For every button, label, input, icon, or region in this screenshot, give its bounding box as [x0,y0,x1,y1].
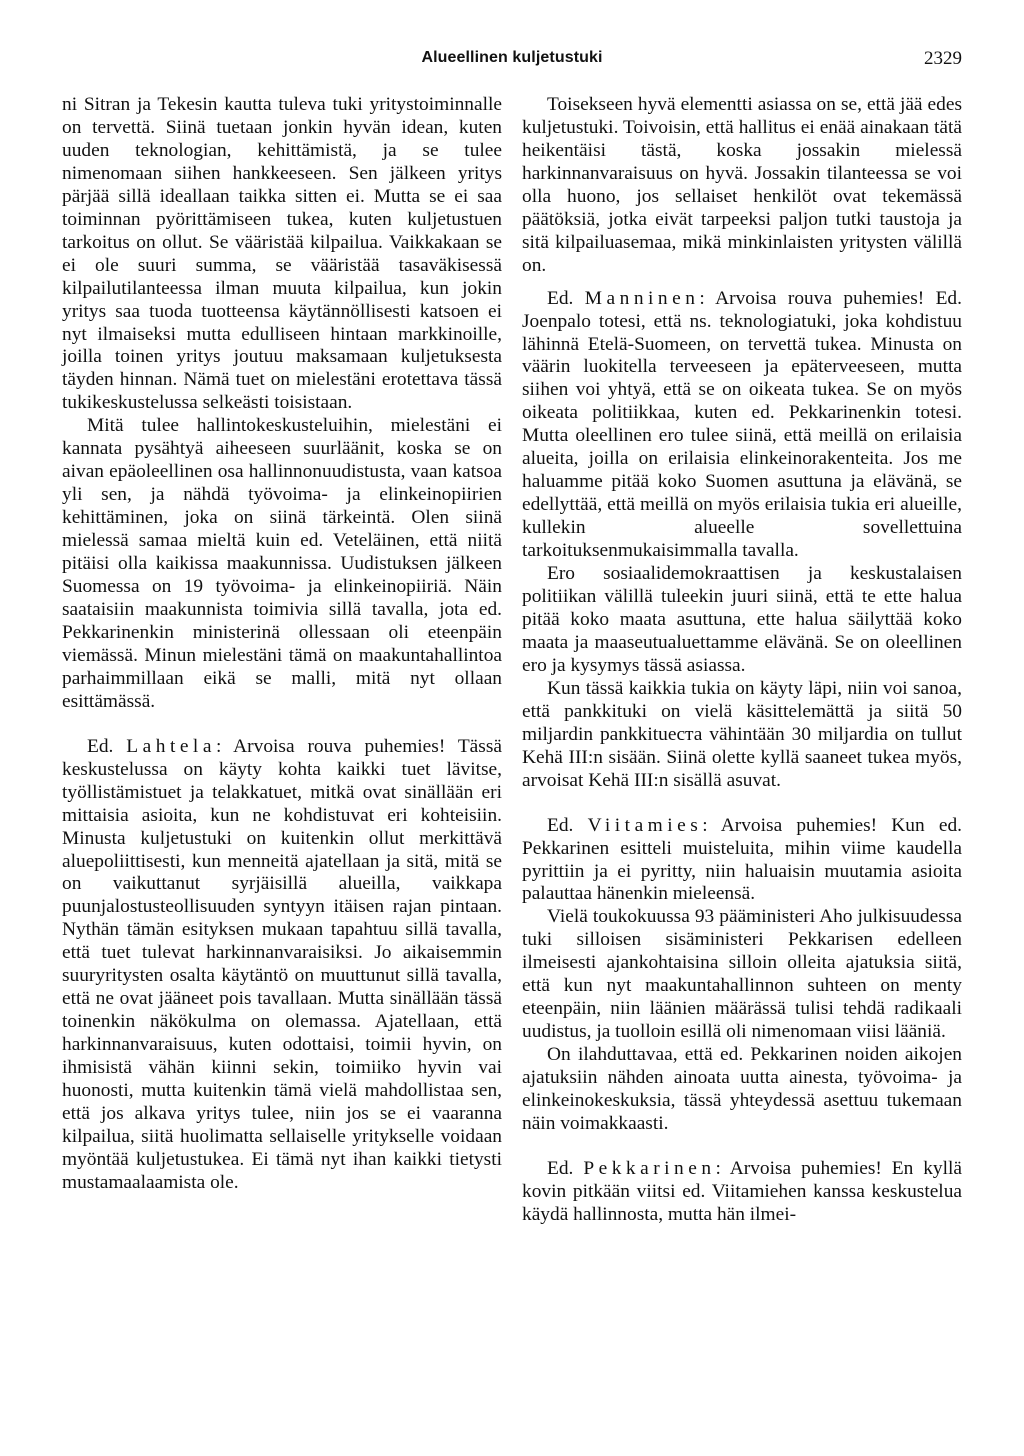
paragraph: Ero sosiaalidemokraattisen ja keskustalaisen politiikan välillä tuleekin juuri siinä, että te ette halua pitää koko maata asuttuna, ette halua säilyttää koko maata ja maaseutualuettamme elävänä. Se on oleellinen ero ja kysymys tässä asiassa. [522,563,962,676]
speaker-prefix: Ed. [87,735,127,757]
paragraph: Vielä toukokuussa 93 pääministeri Aho julkisuudessa tuki silloisen sisäministeri Pekkarisen edelleen ilmeisesti ajankohtaisina silloin olleita ajatuksia siitä, että kun nyt maakuntahallinnon suhteen on menty eteenpäin, niin läänien määrässä tulisi tehdä radikaali uudistus, ja tuolloin esillä oli nimenomaan viisi lääniä. [522,906,962,1043]
paragraph: Mitä tulee hallintokeskusteluihin, mielestäni ei kannata pysähtyä aiheeseen suurläänit, koska se on aivan epäoleellinen osa hallinnonuudistusta, vaan katsoa yli sen, ja nähdä työvoima- ja elinkeinopiirien kehittäminen, joka on siinä tärkeintä. Olen siinä mielessä samaa mieltä kuin ed. Veteläinen, että niitä pitäisi olla kaikissa maakunnissa. Uudistuksen jälkeen Suomessa on 19 työvoima- ja elinkeinopiiriä. Näin saataisiin maakunnista toimivia sillä tavalla, jota ed. Pekkarinenkin ministerinä ollessaan oli eteenpäin viemässä. Minun mielestäni tämä on maakuntahallintoa parhaimmillaan eikä se malli, mitä nyt ollaan esittämässä. [62,415,502,712]
paragraph: ni Sitran ja Tekesin kautta tuleva tuki yritystoiminnalle on tervettä. Siinä tuetaan jonkin hyvän idean, kuten uuden teknologian, kehittämistä, ja se tulee nimenomaan siihen hankkeeseen. Sen jälkeen yritys pärjää sillä ideallaan taikka sitten ei. Mutta se ei saa toiminnan pyörittämiseen tukea, kuten kuljetustuen tarkoitus on ollut. Se vääristää kilpailua. Vaikkakaan se ei ole suuri summa, se vääristää tasaväkisessä kilpailutilanteessa ilman muuta kilpailua, kun jokin yritys saa tuoda tuotteensa käytännöllisesti katsoen ei nyt ilmaiseksi mutta edulliseen hintaan markkinoille, joilla toinen yritys joutuu maksamaan kuljetuksesta täyden hinnan. Nämä tuet on mielestäni erotettava tässä tukikeskustelussa selkeästi toisistaan. [62,94,502,414]
speech-text: : Arvoisa rouva puhemies! Ed. Joenpalo totesi, että ns. teknologiatuki, joka kohdistuu lähinnä Etelä-Suomeen, on tervettä tukea. Minusta on väärin luokitella terveeseen ja epäterveeseen, mutta siihen voi yhtyä, että se on oikeata tukea. Se on myös oikeata politiikkaa, kuten ed. Pekkarinenkin totesi. Mutta oleellinen ero tulee siinä, että meillä on erilaisia alueita, joilla on erilaisia elinkeinorakenteita. Jos me haluamme pitää koko Suomen asuttuna ja elävänä, se edellyttää, että meillä on myös erilaisia tukia eri alueille, kullekin alueelle sovellettuina tarkoituksenmukaisimmalla tavalla. [522,287,962,562]
right-column [522,94,962,1227]
speech-text: : Arvoisa puhemies! Kun ed. Pekkarinen esitteli muisteluita, mihin viime kaudella pyrittiin ja ei pyritty, niin haluaisin muutamia asioita palauttaa hänenkin mieleensä. [522,814,962,905]
speaker-prefix: Ed. [547,1157,584,1179]
speaker-prefix: Ed. [547,287,585,309]
speech-text: : Arvoisa rouva puhemies! Tässä keskustelussa on käyty kohta kaikki tuet lävitse, työllistämistuet ja telakkatuet, mitkä ovat sinällään eri mittaisia asioita, kun ne kohdistuvat eri kohteisiin. Minusta kuljetustuki on kuitenkin ollut merkittävä aluepoliittisesti, kun menneitä ajatellaan ja sitä, mitä se on vaikuttanut syrjäisillä alueilla, vaikkapa puunjalostusteollisuuden syntyyn itäisen rajan pintaan. Nythän tämän esityksen mukaan tapahtuu sillä tavalla, että tuet tulevat harkinnanvaraisiksi. Jo aikaisemmin suuryritysten osalta käytäntö on muuttunut sillä tavalla, että ne ovat jääneet pois tavallaan. Mutta sinällään tässä toinenkin näkökulma on olemassa. Ajatellaan, että harkinnanvaraisuus, kuten odottaisi, toimii hyvin, on ihmisistä vähän kiinni sekin, toimiiko hyvin vai huonosti, mutta kuitenkin tämä vielä mahdollistaa sen, että jos alkava yritys tulee, niin jos se ei vaaranna kilpailua, siitä huolimatta sellaiselle yritykselle voidaan myöntää kuljetustukea. Ei tämä nyt ihan kaikki tietysti mustamaalaamista ole. [62,735,502,1193]
speaker-prefix: Ed. [547,814,588,836]
speaker-name: Lahtela [126,735,216,757]
speaker-name: Manninen [584,287,700,309]
speaker-name: Viitamies [587,814,703,836]
speech-paragraph [62,736,502,1195]
running-header [62,49,962,73]
speech-paragraph [522,288,962,563]
left-column [62,94,502,1195]
speech-paragraph [522,815,962,907]
section-title: Alueellinen kuljetustuki [421,49,603,66]
page-number: 2329 [924,48,962,69]
speech-paragraph [522,1158,962,1227]
speaker-name: Pekkarinen [583,1157,716,1179]
speech-text: : Arvoisa puhemies! En kyllä kovin pitkään viitsi ed. Viitamiehen kanssa keskustelua käydä hallinnosta, mutta hän ilmei- [522,1157,962,1225]
paragraph: Kun tässä kaikkia tukia on käyty läpi, niin voi sanoa, että pankkituki on vielä käsittelemättä ja siitä 50 miljardin pankkitueста vähintään 30 miljardia on tullut Kehä III:n sisään. Siinä olette kyllä saaneet tukea myös, arvoisat Kehä III:n sisällä asuvat. [522,677,962,791]
paragraph: Toisekseen hyvä elementti asiassa on se, että jää edes kuljetustuki. Toivoisin, että hallitus ei enää ainakaan tätä heikentäisi tästä, koska jossakin mielessä harkinnanvaraisuus on hyvä. Jossakin tilanteessa se voi olla huono, jos sellaiset henkilöt ovat tekemässä päätöksiä, jotka eivät tarpeeksi paljon tutki taustoja ja sitä kilpailuasemaa, mikä minkinlaisten yritysten välillä on. [522,94,962,276]
paragraph: On ilahduttavaa, että ed. Pekkarinen noiden aikojen ajatuksiin nähden ainoata uutta ainesta, työvoima- ja elinkeinokeskuksia, tässä yhteydessä asettuu tukemaan näin voimakkaasti. [522,1044,962,1134]
